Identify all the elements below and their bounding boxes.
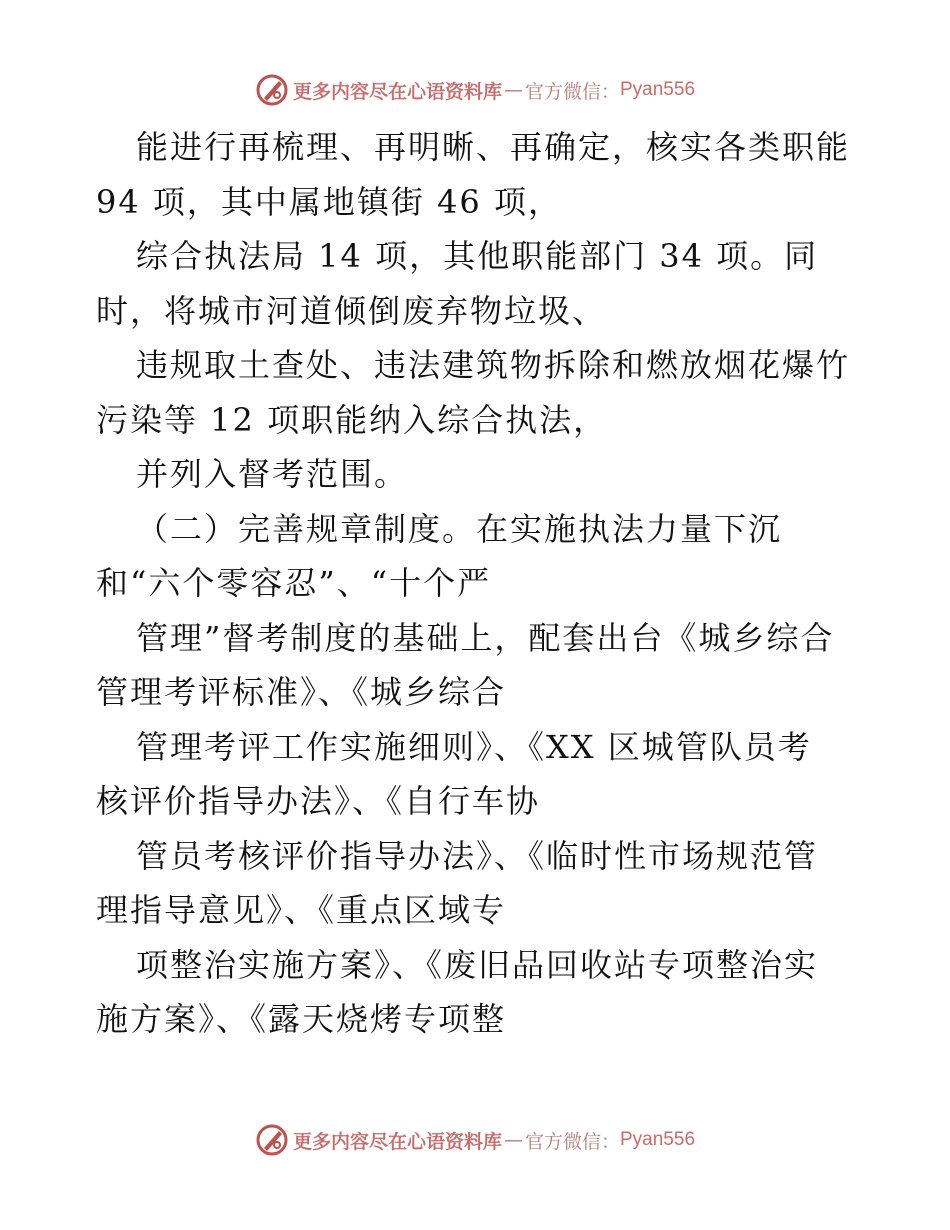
body-line: 理指导意见》、《重点区域专	[96, 891, 507, 929]
body-line: 施方案》、《露天烧烤专项整	[96, 1000, 507, 1038]
body-line: （二）完善规章制度。在实施执法力量下沉	[136, 509, 783, 548]
banner-site-name: 更多内容尽在心语资料库	[292, 80, 502, 103]
body-line: 综合执法局 14 项，其他职能部门 34 项。同	[136, 237, 819, 275]
header-banner	[0, 70, 950, 110]
logo-icon	[255, 73, 289, 107]
body-line: 94 项，其中属地镇街 46 项，	[96, 182, 562, 221]
banner-site-name: 更多内容尽在心语资料库	[292, 1130, 502, 1153]
banner-separator: —	[503, 79, 523, 101]
body-line: 管理考评工作实施细则》、《XX 区城管队员考	[136, 727, 812, 766]
banner-wechat-id: Pyan556	[620, 1129, 696, 1150]
body-line: 时，将城市河道倾倒废弃物垃圾、	[96, 291, 607, 330]
body-line: 并列入督考范围。	[136, 455, 409, 493]
body-line: 违规取土查处、违法建筑物拆除和燃放烟花爆竹	[136, 346, 851, 384]
footer-banner	[0, 1120, 950, 1160]
document-body	[96, 120, 856, 1047]
banner-official-label: 官方微信：	[524, 80, 620, 103]
body-line: 管理”督考制度的基础上，配套出台《城乡综合	[136, 618, 835, 657]
body-line: 管理考评标准》、《城乡综合	[96, 673, 507, 711]
body-line: 污染等 12 项职能纳入综合执法，	[96, 400, 608, 439]
body-line: 核评价指导办法》、《自行车协	[96, 782, 541, 820]
banner-wechat-id: Pyan556	[620, 79, 696, 100]
body-line: 管员考核评价指导办法》、《临时性市场规范管	[136, 836, 819, 875]
logo-icon	[255, 1123, 289, 1157]
body-line: 和“六个零容忍”、“十个严	[96, 564, 492, 602]
body-line: 项整治实施方案》、《废旧品回收站专项整治实	[136, 945, 819, 984]
body-line: 能进行再梳理、再明晰、再确定，核实各类职能	[136, 128, 851, 166]
banner-official-label: 官方微信：	[524, 1130, 620, 1153]
banner-separator: —	[503, 1129, 523, 1151]
